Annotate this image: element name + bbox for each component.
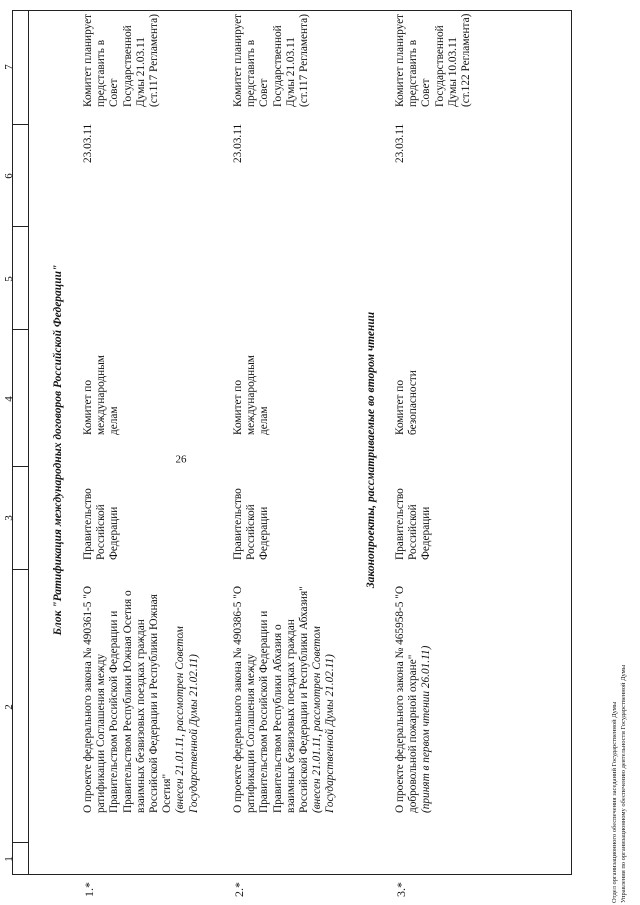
remark-cell: Комитет планирует представить в Совет Государственной Думы 10.03.11 (ст.122 Регламента) — [394, 13, 473, 107]
committee-cell: Комитет по безопасности — [394, 370, 420, 435]
committee-cell: Комитет по международным делам — [232, 355, 271, 435]
date-cell: 23.03.11 — [232, 123, 244, 163]
col-divider-1 — [12, 842, 28, 843]
col-number-6: 6 — [3, 173, 15, 179]
bill-note: (внесен 21.01.11, рассмотрен Советом Государственной Думы 21.02.11) — [174, 626, 200, 813]
row-number: 3.* — [394, 882, 408, 897]
bill-note: (внесен 21.01.11, рассмотрен Советом Государственной Думы 21.02.11) — [311, 626, 337, 813]
bill-note: (принят в первом чтении 26.01.11) — [420, 645, 433, 813]
row-number: 1.* — [82, 882, 96, 897]
committee-cell: Комитет по международным делам — [82, 355, 121, 435]
bill-cell — [232, 581, 338, 813]
header-divider — [28, 10, 29, 875]
bill-title: О проекте федерального закона № 490386-5 "О ратификации Соглашения между Правительством Российской Федерации и Правительством Республики Абхазия о взаимных безвизовых поездках граждан Российской Федерации и Республики Абхазия" — [232, 585, 311, 813]
col-number-2: 2 — [3, 704, 15, 710]
date-cell: 23.03.11 — [394, 123, 406, 163]
remark-cell: Комитет планирует представить в Совет Государственной Думы 21.03.11 (ст.117 Регламента) — [232, 13, 311, 107]
col-divider-5 — [12, 226, 28, 227]
date-cell: 23.03.11 — [82, 123, 94, 163]
remark-cell: Комитет планирует представить в Совет Государственной Думы 21.03.11 (ст.117 Регламента) — [82, 13, 161, 107]
bill-title: О проекте федерального закона № 465958-5 "О добровольной пожарной охране" — [394, 585, 420, 813]
col-number-3: 3 — [3, 515, 15, 521]
page-number: 26 — [175, 453, 187, 466]
col-number-5: 5 — [3, 276, 15, 282]
footer-line-2: Управления по организационному обеспечению деятельности Государственной Думы — [620, 664, 627, 903]
col-number-7: 7 — [3, 64, 15, 70]
footer — [610, 665, 628, 903]
bill-cell — [394, 581, 434, 813]
initiator-cell: Правительство Российской Федерации — [394, 488, 433, 560]
col-number-4: 4 — [3, 396, 15, 402]
section-title-second-reading: Законопроекты, рассматриваемые во втором чтении — [365, 311, 377, 589]
col-number-1: 1 — [3, 856, 15, 862]
initiator-cell: Правительство Российской Федерации — [82, 488, 121, 560]
col-divider-4 — [12, 329, 28, 330]
bill-cell — [82, 581, 201, 813]
section-title-ratification: Блок "Ратификация международных договоров Российской Федерации" — [52, 264, 64, 636]
row-number: 2.* — [232, 882, 246, 897]
bill-title: О проекте федерального закона № 490361-5 "О ратификации Соглашения между Правительством Российской Федерации и Правительством Республики Южная Осетия о взаимных безвизовых поездках граждан Российской Федерации и Республики Южная Осетия" — [82, 585, 174, 813]
footer-line-1: Отдел организационного обеспечения заседаний Государственной Думы — [611, 701, 618, 903]
col-divider-2 — [12, 569, 28, 570]
col-divider-3 — [12, 466, 28, 467]
initiator-cell: Правительство Российской Федерации — [232, 488, 271, 560]
col-divider-6 — [12, 124, 28, 125]
